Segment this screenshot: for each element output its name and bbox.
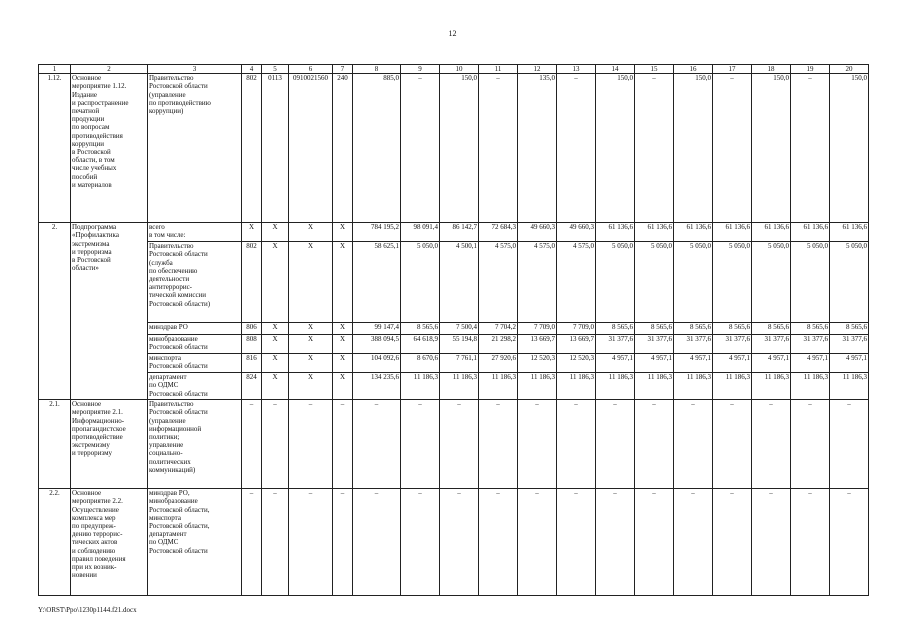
cell-col-18: – <box>752 489 791 596</box>
table-row <box>39 335 869 354</box>
table-row <box>39 489 869 596</box>
cell-col-17: 8 565,6 <box>713 323 752 335</box>
cell-col-7: X <box>333 323 353 335</box>
file-path-footer: Y:\ORST\Ppo\1230p1144.f21.docx <box>38 606 137 614</box>
executor: минспорта Ростовской области <box>148 354 242 373</box>
cell-col-12: 49 660,3 <box>518 223 557 242</box>
cell-col-16: 8 565,6 <box>674 323 713 335</box>
cell-col-11: – <box>479 489 518 596</box>
cell-col-4: 802 <box>242 74 262 223</box>
cell-col-4: – <box>242 400 262 489</box>
cell-col-5: X <box>262 323 289 335</box>
executor: Правительство Ростовской области (управление информационной политики; управление социально- политических коммуникаций) <box>148 400 242 489</box>
cell-col-15: – <box>635 400 674 489</box>
cell-col-6: – <box>289 489 333 596</box>
cell-col-18: – <box>752 400 791 489</box>
header-col-6: 6 <box>289 65 333 74</box>
executor: минобразование Ростовской области <box>148 335 242 354</box>
cell-col-13: – <box>557 74 596 223</box>
cell-col-5: X <box>262 335 289 354</box>
cell-col-16: 4 957,1 <box>674 354 713 373</box>
cell-col-10: 7 500,4 <box>440 323 479 335</box>
cell-col-4: – <box>242 489 262 596</box>
cell-col-19: 61 136,6 <box>791 223 830 242</box>
table-row <box>39 354 869 373</box>
cell-col-18: 5 050,0 <box>752 242 791 323</box>
cell-col-14: 8 565,6 <box>596 323 635 335</box>
cell-col-6: X <box>289 323 333 335</box>
cell-col-6: X <box>289 373 333 400</box>
cell-col-15: 61 136,6 <box>635 223 674 242</box>
cell-col-15: – <box>635 74 674 223</box>
cell-col-13: 4 575,0 <box>557 242 596 323</box>
header-col-15: 15 <box>635 65 674 74</box>
cell-col-4: X <box>242 223 262 242</box>
cell-col-13: – <box>557 489 596 596</box>
header-col-2: 2 <box>71 65 148 74</box>
cell-col-12: – <box>518 400 557 489</box>
cell-col-8: 388 094,5 <box>353 335 401 354</box>
cell-col-19: – <box>791 74 830 223</box>
executor: всего в том числе: <box>148 223 242 242</box>
cell-col-18: 150,0 <box>752 74 791 223</box>
cell-col-7: X <box>333 223 353 242</box>
cell-col-5: X <box>262 223 289 242</box>
cell-col-16: 31 377,6 <box>674 335 713 354</box>
cell-col-9: – <box>401 489 440 596</box>
header-col-4: 4 <box>242 65 262 74</box>
cell-col-16: – <box>674 400 713 489</box>
cell-col-5: 0113 <box>262 74 289 223</box>
cell-col-11: 7 704,2 <box>479 323 518 335</box>
cell-col-5: – <box>262 489 289 596</box>
cell-col-7: X <box>333 242 353 323</box>
cell-col-20: 11 186,3 <box>830 373 869 400</box>
header-col-17: 17 <box>713 65 752 74</box>
cell-col-8: – <box>353 489 401 596</box>
cell-col-16: 150,0 <box>674 74 713 223</box>
header-col-8: 8 <box>353 65 401 74</box>
cell-col-10: – <box>440 400 479 489</box>
cell-col-6: X <box>289 223 333 242</box>
cell-col-11: 72 684,3 <box>479 223 518 242</box>
cell-col-20: 150,0 <box>830 74 869 223</box>
measure-name: Подпрограмма «Профилактика экстремизма и терроризма в Ростовской области» <box>71 223 148 400</box>
cell-col-15: 31 377,6 <box>635 335 674 354</box>
cell-col-12: 4 575,0 <box>518 242 557 323</box>
header-col-11: 11 <box>479 65 518 74</box>
cell-col-19: 4 957,1 <box>791 354 830 373</box>
cell-col-7: X <box>333 354 353 373</box>
cell-col-11: 11 186,3 <box>479 373 518 400</box>
header-col-16: 16 <box>674 65 713 74</box>
header-col-5: 5 <box>262 65 289 74</box>
cell-col-18: 61 136,6 <box>752 223 791 242</box>
cell-col-18: 11 186,3 <box>752 373 791 400</box>
row-number: 2. <box>39 223 71 400</box>
budget-table <box>38 64 869 596</box>
cell-col-7: – <box>333 489 353 596</box>
table-row <box>39 323 869 335</box>
executor: Правительство Ростовской области (управление по противодействию коррупции) <box>148 74 242 223</box>
cell-col-18: 4 957,1 <box>752 354 791 373</box>
cell-col-9: 5 050,0 <box>401 242 440 323</box>
table-row <box>39 242 869 323</box>
cell-col-19: 5 050,0 <box>791 242 830 323</box>
cell-col-10: 7 761,1 <box>440 354 479 373</box>
cell-col-15: 8 565,6 <box>635 323 674 335</box>
cell-col-16: 61 136,6 <box>674 223 713 242</box>
header-col-3: 3 <box>148 65 242 74</box>
cell-col-8: 784 195,2 <box>353 223 401 242</box>
cell-col-8: 134 235,6 <box>353 373 401 400</box>
cell-col-10: 11 186,3 <box>440 373 479 400</box>
cell-col-14: 5 050,0 <box>596 242 635 323</box>
cell-col-4: 806 <box>242 323 262 335</box>
cell-col-13: 13 669,7 <box>557 335 596 354</box>
cell-col-20: 5 050,0 <box>830 242 869 323</box>
row-number: 2.2. <box>39 489 71 596</box>
cell-col-4: 802 <box>242 242 262 323</box>
cell-col-4: 816 <box>242 354 262 373</box>
cell-col-20: 4 957,1 <box>830 354 869 373</box>
executor: минздрав РО <box>148 323 242 335</box>
executor: департамент по ОДМС Ростовской области <box>148 373 242 400</box>
cell-col-20: – <box>830 489 869 596</box>
header-col-19: 19 <box>791 65 830 74</box>
cell-col-19: 31 377,6 <box>791 335 830 354</box>
executor: Правительство Ростовской области (служба по обеспечению деятельности антитеррорис- тической комиссии Ростовской области) <box>148 242 242 323</box>
cell-col-7: – <box>333 400 353 489</box>
cell-col-11: 21 298,2 <box>479 335 518 354</box>
cell-col-20: 61 136,6 <box>830 223 869 242</box>
cell-col-9: 11 186,3 <box>401 373 440 400</box>
executor: минздрав РО, минобразование Ростовской области, минспорта Ростовской области, департамент по ОДМС Ростовской области <box>148 489 242 596</box>
cell-col-16: – <box>674 489 713 596</box>
cell-col-5: – <box>262 400 289 489</box>
cell-col-16: 5 050,0 <box>674 242 713 323</box>
cell-col-11: – <box>479 74 518 223</box>
cell-col-17: – <box>713 489 752 596</box>
measure-name: Основное мероприятие 2.2. Осуществление комплекса мер по предупреж- дению террорис- тических актов и соблюдению правил поведения при их возник- новении <box>71 489 148 596</box>
cell-col-8: 885,0 <box>353 74 401 223</box>
cell-col-12: – <box>518 489 557 596</box>
cell-col-19: 11 186,3 <box>791 373 830 400</box>
table-row <box>39 400 869 489</box>
cell-col-10: 86 142,7 <box>440 223 479 242</box>
header-col-10: 10 <box>440 65 479 74</box>
cell-col-14: 150,0 <box>596 74 635 223</box>
cell-col-6: X <box>289 354 333 373</box>
cell-col-17: – <box>713 74 752 223</box>
cell-col-15: 4 957,1 <box>635 354 674 373</box>
table-row <box>39 373 869 400</box>
header-col-14: 14 <box>596 65 635 74</box>
cell-col-9: 64 618,9 <box>401 335 440 354</box>
cell-col-10: 4 500,1 <box>440 242 479 323</box>
cell-col-20: – <box>830 400 869 489</box>
cell-col-11: 27 920,6 <box>479 354 518 373</box>
cell-col-10: 150,0 <box>440 74 479 223</box>
cell-col-4: 808 <box>242 335 262 354</box>
cell-col-11: 4 575,0 <box>479 242 518 323</box>
cell-col-14: 11 186,3 <box>596 373 635 400</box>
cell-col-6: – <box>289 400 333 489</box>
header-col-13: 13 <box>557 65 596 74</box>
cell-col-15: 5 050,0 <box>635 242 674 323</box>
cell-col-18: 31 377,6 <box>752 335 791 354</box>
cell-col-5: X <box>262 354 289 373</box>
cell-col-6: 0910021560 <box>289 74 333 223</box>
cell-col-13: 7 709,0 <box>557 323 596 335</box>
cell-col-7: X <box>333 373 353 400</box>
cell-col-14: – <box>596 489 635 596</box>
row-number: 1.12. <box>39 74 71 223</box>
cell-col-12: 11 186,3 <box>518 373 557 400</box>
cell-col-8: – <box>353 400 401 489</box>
row-number: 2.1. <box>39 400 71 489</box>
header-col-18: 18 <box>752 65 791 74</box>
table-row <box>39 223 869 242</box>
cell-col-20: 8 565,6 <box>830 323 869 335</box>
cell-col-13: 11 186,3 <box>557 373 596 400</box>
cell-col-8: 58 625,1 <box>353 242 401 323</box>
cell-col-14: 61 136,6 <box>596 223 635 242</box>
cell-col-7: 240 <box>333 74 353 223</box>
header-col-1: 1 <box>39 65 71 74</box>
header-row <box>39 65 869 74</box>
cell-col-14: 4 957,1 <box>596 354 635 373</box>
cell-col-14: 31 377,6 <box>596 335 635 354</box>
cell-col-5: X <box>262 242 289 323</box>
cell-col-9: 8 565,6 <box>401 323 440 335</box>
header-col-7: 7 <box>333 65 353 74</box>
cell-col-13: 12 520,3 <box>557 354 596 373</box>
cell-col-17: 11 186,3 <box>713 373 752 400</box>
cell-col-9: 98 091,4 <box>401 223 440 242</box>
cell-col-17: 5 050,0 <box>713 242 752 323</box>
cell-col-9: – <box>401 74 440 223</box>
cell-col-6: X <box>289 335 333 354</box>
cell-col-13: 49 660,3 <box>557 223 596 242</box>
header-col-20: 20 <box>830 65 869 74</box>
cell-col-16: 11 186,3 <box>674 373 713 400</box>
cell-col-10: 55 194,8 <box>440 335 479 354</box>
cell-col-12: 7 709,0 <box>518 323 557 335</box>
cell-col-18: 8 565,6 <box>752 323 791 335</box>
cell-col-8: 99 147,4 <box>353 323 401 335</box>
cell-col-15: – <box>635 489 674 596</box>
cell-col-17: 4 957,1 <box>713 354 752 373</box>
page-number: 12 <box>448 29 457 38</box>
cell-col-5: X <box>262 373 289 400</box>
cell-col-15: 11 186,3 <box>635 373 674 400</box>
header-col-9: 9 <box>401 65 440 74</box>
cell-col-19: – <box>791 489 830 596</box>
header-col-12: 12 <box>518 65 557 74</box>
measure-name: Основное мероприятие 2.1. Информационно- пропагандистское противодействие экстремизму и терроризму <box>71 400 148 489</box>
cell-col-19: – <box>791 400 830 489</box>
cell-col-10: – <box>440 489 479 596</box>
cell-col-14: – <box>596 400 635 489</box>
cell-col-12: 12 520,3 <box>518 354 557 373</box>
cell-col-6: X <box>289 242 333 323</box>
measure-name: Основное мероприятие 1.12. Издание и распространение печатной продукции по вопросам противодействия коррупции в Ростовской области, в том числе учебных пособий и материалов <box>71 74 148 223</box>
cell-col-12: 135,0 <box>518 74 557 223</box>
cell-col-11: – <box>479 400 518 489</box>
cell-col-9: 8 670,6 <box>401 354 440 373</box>
cell-col-19: 8 565,6 <box>791 323 830 335</box>
cell-col-17: 61 136,6 <box>713 223 752 242</box>
cell-col-17: – <box>713 400 752 489</box>
cell-col-13: – <box>557 400 596 489</box>
table-row <box>39 74 869 223</box>
cell-col-9: – <box>401 400 440 489</box>
cell-col-4: 824 <box>242 373 262 400</box>
cell-col-8: 104 092,6 <box>353 354 401 373</box>
cell-col-17: 31 377,6 <box>713 335 752 354</box>
cell-col-12: 13 669,7 <box>518 335 557 354</box>
cell-col-20: 31 377,6 <box>830 335 869 354</box>
cell-col-7: X <box>333 335 353 354</box>
